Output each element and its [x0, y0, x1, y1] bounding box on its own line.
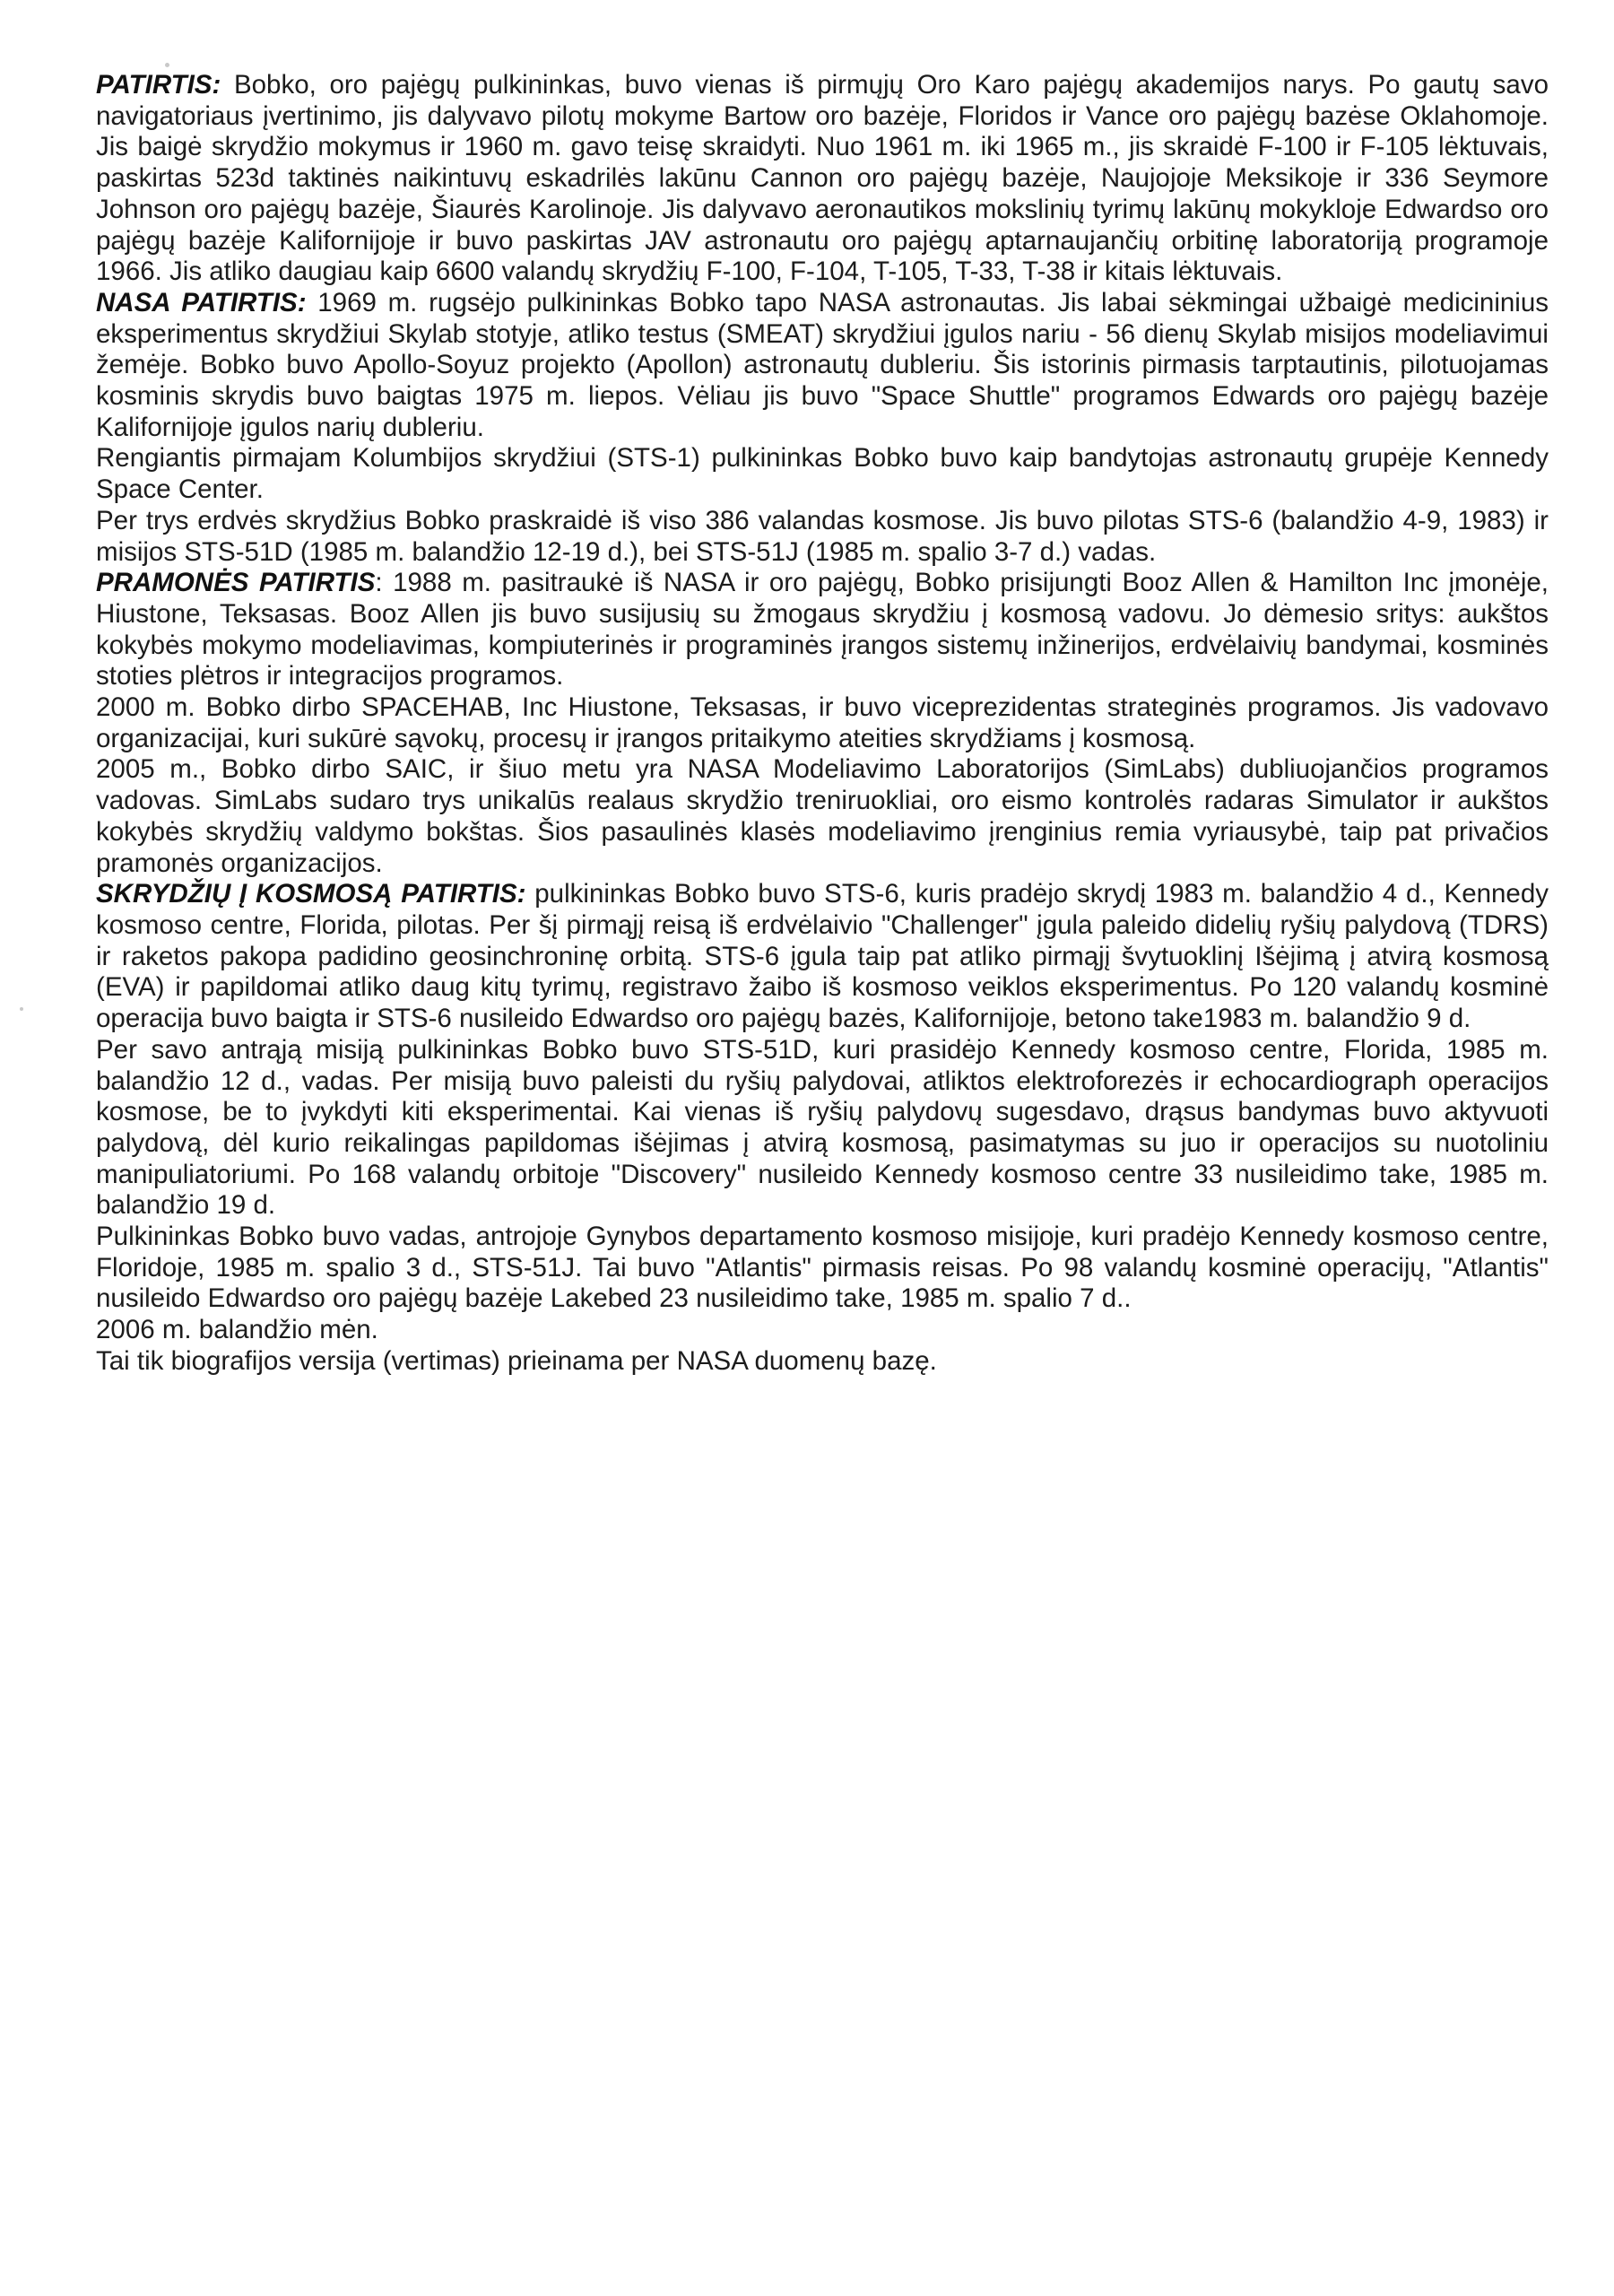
paragraph-spacehab [96, 692, 1549, 754]
section-heading-pramones-patirtis: PRAMONĖS PATIRTIS [96, 568, 376, 598]
scan-speck-left [20, 1007, 23, 1011]
paragraph-text: 1969 m. rugsėjo pulkininkas Bobko tapo NASA astronautas. Jis labai sėkmingai užbaigė medicininius eksperimentus skrydžiui Skylab stotyje, atliko testus (SMEAT) skrydžiui įgulos nariu - 56 dienų Skylab misijos modeliavimui žemėje. Bobko buvo Apollo-Soyuz projekto (Apollon) astronautų dubleriu. Šis istorinis pirmasis tarptautinis, pilotuojamas kosminis skrydis buvo baigtas 1975 m. liepos. Vėliau jis buvo "Space Shuttle" programos Edwards oro pajėgų bazėje Kalifornijoje įgulos narių dubleriu. [96, 287, 1549, 442]
paragraph-sts1 [96, 443, 1549, 505]
paragraph-text: 2000 m. Bobko dirbo SPACEHAB, Inc Hiustone, Teksasas, ir buvo viceprezidentas strateginės programos. Jis vadovavo organizacijai, kuri sukūrė sąvokų, procesų ir įrangos pritaikymo ateities skrydžiams į kosmosą. [96, 692, 1549, 753]
paragraph-text: Bobko, oro pajėgų pulkininkas, buvo vienas iš pirmųjų Oro Karo pajėgų akademijos narys. Po gautų savo navigatoriaus įvertinimo, jis dalyvavo pilotų mokyme Bartow oro bazėje, Floridos ir Vance oro pajėgų bazėse Oklahomoje. Jis baigė skrydžio mokymus ir 1960 m. gavo teisę skraidyti. Nuo 1961 m. iki 1965 m., jis skraidė F-100 ir F-105 lėktuvais, paskirtas 523d taktinės naikintuvų eskadrilės lakūnu Cannon oro pajėgų bazėje, Naujojoje Meksikoje ir 336 Seymore Johnson oro pajėgų bazėje, Šiaurės Karolinoje. Jis dalyvavo aeronautikos mokslinių tyrimų lakūnų mokykloje Edwardso oro pajėgų bazėje Kalifornijoje ir buvo paskirtas JAV astronautu oro pajėgų aptarnaujančių orbitinę laboratoriją programoje 1966. Jis atliko daugiau kaip 6600 valandų skrydžių F-100, F-104, T-105, T-33, T-38 ir kitais lėktuvais. [96, 70, 1549, 287]
paragraph-saic [96, 754, 1549, 879]
scan-speck-top [165, 63, 169, 67]
paragraph-text: : 1988 m. pasitraukė iš NASA ir oro pajėgų, Bobko prisijungti Booz Allen & Hamilton Inc įmonėje, Hiustone, Teksasas. Booz Allen jis buvo susijusių su žmogaus skrydžiu į kosmosą vadovu. Jo dėmesio sritys: aukštos kokybės mokymo modeliavimas, kompiuterinės ir programinės įrangos sistemų inžinerijos, erdvėlaivių bandymai, kosminės stoties plėtros ir integracijos programos. [96, 568, 1549, 691]
paragraph-text: Pulkininkas Bobko buvo vadas, antrojoje Gynybos departamento kosmoso misijoje, kuri pradėjo Kennedy kosmoso centre, Floridoje, 1985 m. spalio 3 d., STS-51J. Tai buvo "Atlantis" pirmasis reisas. Po 98 valandų kosminė operacijų, "Atlantis" nusileido Edwardso oro pajėgų bazėje Lakebed 23 nusileidimo take, 1985 m. spalio 7 d.. [96, 1222, 1549, 1314]
section-heading-patirtis: PATIRTIS: [96, 70, 221, 100]
paragraph-nasa-patirtis [96, 288, 1549, 444]
document-page [96, 70, 1549, 1378]
paragraph-text: Per trys erdvės skrydžius Bobko praskraidė iš viso 386 valandas kosmose. Jis buvo pilotas STS-6 (balandžio 4-9, 1983) ir misijos STS-51D (1985 m. balandžio 12-19 d.), bei STS-51J (1985 m. spalio 3-7 d.) vadas. [96, 505, 1549, 567]
paragraph-date [96, 1315, 1549, 1346]
paragraph-text: pulkininkas Bobko buvo STS-6, kuris pradėjo skrydį 1983 m. balandžio 4 d., Kennedy kosmoso centre, Florida, pilotas. Per šį pirmąjį reisą iš erdvėlaivio "Challenger" įgula paleido didelių ryšių palydovą (TDRS) ir raketos pakopa padidino geosinchroninę orbitą. STS-6 įgula taip pat atliko pirmąjį švytuoklinį Išėjimą į atvirą kosmosą (EVA) ir papildomai atliko daug kitų tyrimų, registravo žaibo iš kosmoso veiklos eksperimentus. Po 120 valandų kosminė operacija buvo baigta ir STS-6 nusileido Edwardso oro pajėgų bazės, Kalifornijoje, betono take1983 m. balandžio 9 d. [96, 879, 1549, 1034]
paragraph-text: Tai tik biografijos versija (vertimas) prieinama per NASA duomenų bazę. [96, 1345, 937, 1376]
section-heading-nasa-patirtis: NASA PATIRTIS: [96, 287, 307, 317]
paragraph-sts51j [96, 1222, 1549, 1315]
paragraph-source-note [96, 1346, 1549, 1378]
paragraph-pramones-patirtis [96, 568, 1549, 692]
paragraph-patirtis [96, 70, 1549, 288]
paragraph-text: 2005 m., Bobko dirbo SAIC, ir šiuo metu yra NASA Modeliavimo Laboratorijos (SimLabs) dubliuojančios programos vadovas. SimLabs sudaro trys unikalūs realaus skrydžio treniruokliai, oro eismo kontrolės radaras Simulator ir aukštos kokybės skrydžių valdymo bokštas. Šios pasaulinės klasės modeliavimo įrenginius remia vyriausybė, taip pat privačios pramonės organizacijos. [96, 754, 1549, 878]
paragraph-text: Per savo antrąją misiją pulkininkas Bobko buvo STS-51D, kuri prasidėjo Kennedy kosmoso centre, Florida, 1985 m. balandžio 12 d., vadas. Per misiją buvo paleisti du ryšių palydovai, atliktos elektroforezės ir echocardiograph operacijos kosmose, be to įvykdyti kiti eksperimentai. Kai vienas iš ryšių palydovų sugesdavo, drąsus bandymas buvo aktyvuoti palydovą, dėl kurio reikalingas papildomas išėjimas į atvirą kosmosą, pasimatymas su juo ir operacijos su nuotoliniu manipuliatoriumi. Po 168 valandų orbitoje "Discovery" nusileido Kennedy kosmoso centre 33 nusileidimo take, 1985 m. balandžio 19 d. [96, 1034, 1549, 1221]
section-heading-skrydziu-patirtis: SKRYDŽIŲ Į KOSMOSĄ PATIRTIS: [96, 879, 526, 909]
paragraph-sts51d [96, 1035, 1549, 1222]
paragraph-skrydziu-patirtis [96, 879, 1549, 1035]
paragraph-text: Rengiantis pirmajam Kolumbijos skrydžiui (STS-1) pulkininkas Bobko buvo kaip bandytojas astronautų grupėje Kennedy Space Center. [96, 443, 1549, 505]
paragraph-text: 2006 m. balandžio mėn. [96, 1315, 378, 1345]
paragraph-three-flights [96, 506, 1549, 568]
